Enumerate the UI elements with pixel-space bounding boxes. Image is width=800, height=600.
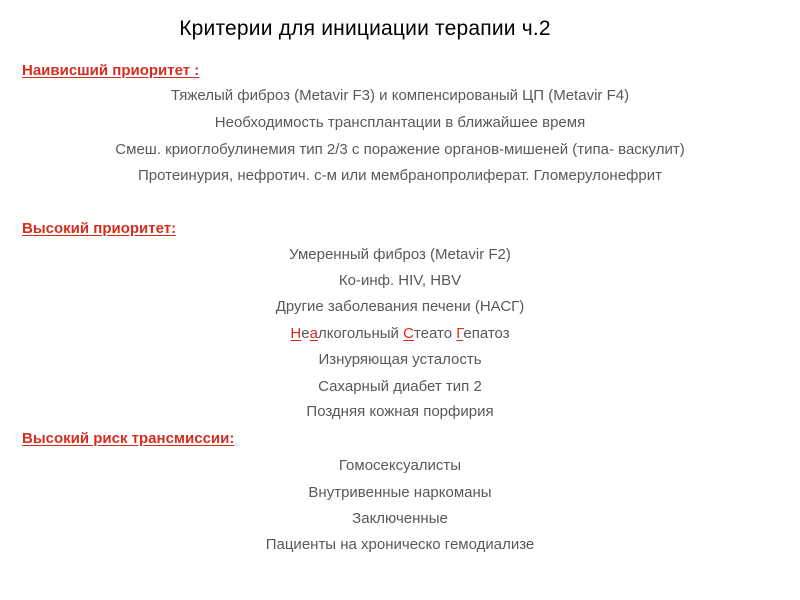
nash-letter: а [309, 325, 318, 342]
slide-title: Критерии для инициации терапии ч.2 [179, 17, 551, 40]
nash-text: теато [413, 325, 457, 342]
list-item: Умеренный фиброз (Metavir F2) [289, 246, 511, 263]
nash-letter: Г [456, 325, 464, 342]
list-item: Гомосексуалисты [338, 457, 462, 474]
nash-text: епатоз [463, 325, 510, 342]
nash-letter: С [403, 325, 414, 342]
list-item: Необходимость трансплантации в ближайшее время [214, 114, 586, 131]
list-item: Другие заболевания печени (НАСГ) [275, 298, 525, 315]
nash-letter: Н [290, 325, 302, 342]
list-item: Заключенные [352, 510, 448, 527]
heading-high-priority: Высокий приоритет: [22, 220, 177, 237]
list-item: Изнуряющая усталость [318, 351, 482, 368]
list-item: Смеш. криоглобулинемия тип 2/3 с поражение органов-мишеней (типа- васкулит) [115, 141, 685, 158]
list-item: Сахарный диабет тип 2 [318, 378, 482, 395]
list-item-nash [0, 325, 800, 342]
nash-text: лкогольный [317, 325, 404, 342]
nash-text: е [301, 325, 310, 342]
list-item: Пациенты на хроническо гемодиализе [265, 536, 535, 553]
list-item: Внутривенные наркоманы [308, 484, 492, 501]
heading-highest-priority: Наивисший приоритет : [22, 62, 200, 79]
list-item: Протеинурия, нефротич. с-м или мембранопролиферат. Гломерулонефрит [138, 167, 662, 184]
list-item: Тяжелый фиброз (Metavir F3) и компенсированый ЦП (Metavir F4) [170, 87, 630, 104]
list-item: Поздняя кожная порфирия [306, 403, 494, 420]
list-item: Ко-инф. HIV, HBV [338, 272, 462, 289]
heading-high-transmission-risk: Высокий риск трансмиссии: [22, 430, 235, 447]
